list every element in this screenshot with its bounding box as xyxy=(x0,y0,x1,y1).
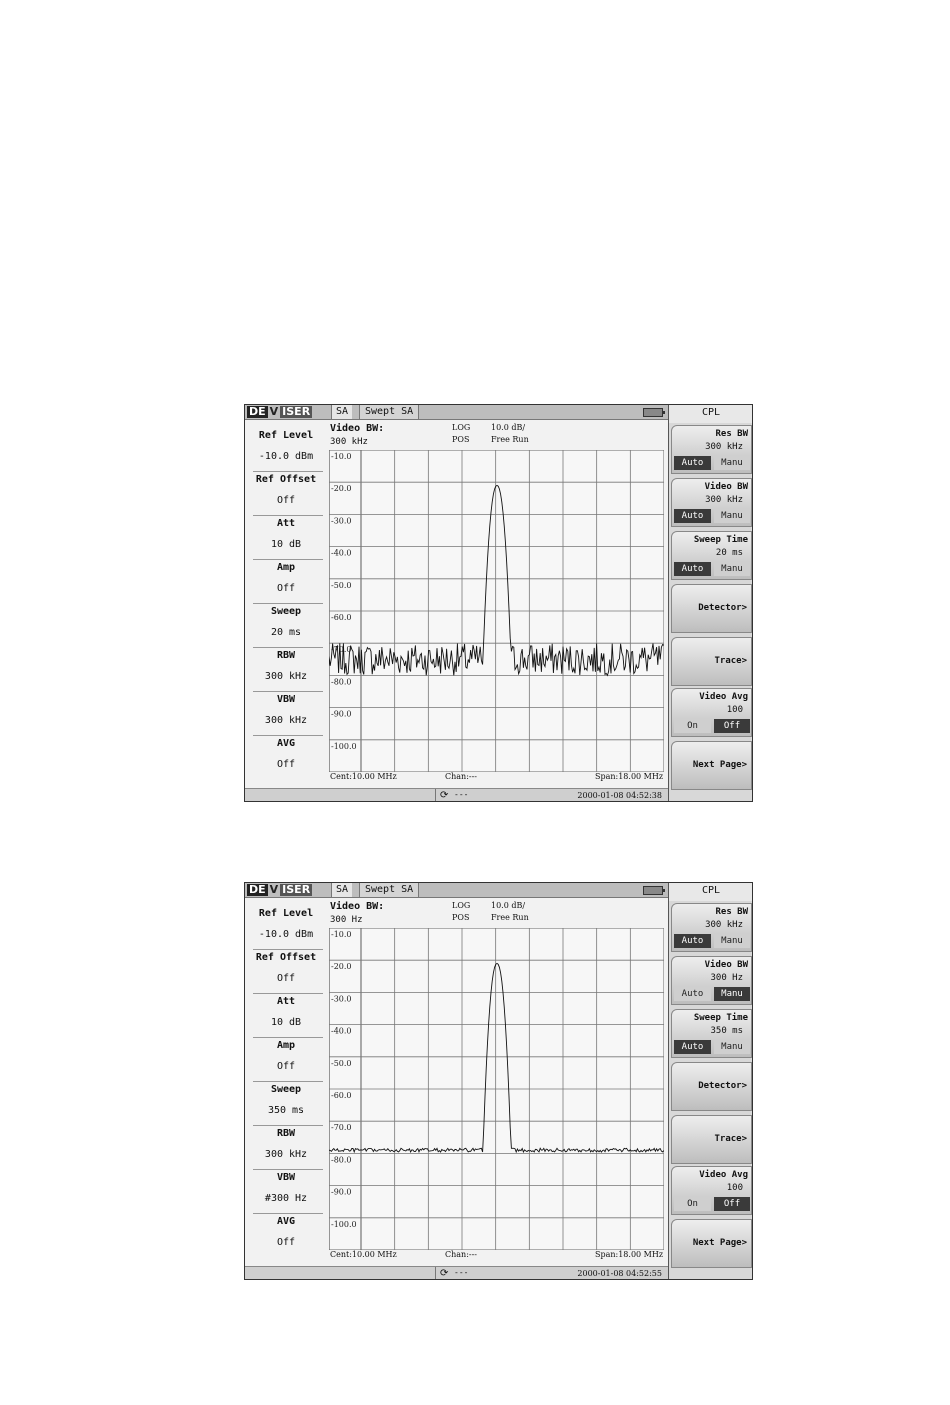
logo-part: DE xyxy=(249,883,266,896)
scale-type xyxy=(452,422,470,446)
logo-part: V xyxy=(269,883,279,896)
toggle-manu[interactable]: Manu xyxy=(714,509,750,523)
param-ref-level[interactable] xyxy=(245,898,327,942)
softkey-label: Next Page> xyxy=(692,1238,747,1248)
scale-per-div: 10.0 dB/ xyxy=(491,901,526,910)
param-label: Ref Level xyxy=(258,908,314,919)
softkey-label: Next Page> xyxy=(692,760,747,770)
softkey-label: Video Avg xyxy=(699,692,748,702)
spectrum-graph xyxy=(329,450,664,772)
plot-header-title: Video BW: xyxy=(330,901,385,912)
refresh-icon: ⟳ xyxy=(440,1268,449,1279)
param-avg[interactable] xyxy=(245,728,327,772)
battery-icon xyxy=(643,408,663,417)
softkey-label: Trace> xyxy=(714,656,747,666)
softkey-value: 350 ms xyxy=(710,1026,743,1036)
param-label: Amp xyxy=(276,562,296,573)
y-tick-label: -40.0 xyxy=(331,1026,352,1036)
scale-per-div: 10.0 dB/ xyxy=(491,423,526,432)
param-value: Off xyxy=(276,583,296,594)
spectrum-graph xyxy=(329,928,664,1250)
status-text: --- xyxy=(454,1268,469,1277)
toggle-on[interactable]: On xyxy=(674,1197,711,1211)
param-value: -10.0 dBm xyxy=(258,929,314,940)
param-value: 10 dB xyxy=(270,539,302,550)
toggle-manu[interactable]: Manu xyxy=(714,1040,750,1054)
softkey-value: 300 kHz xyxy=(705,495,743,505)
plot-header-value: 300 Hz xyxy=(330,915,363,925)
toggle-manu[interactable]: Manu xyxy=(714,987,750,1001)
mode-sub-tab[interactable]: Swept SA xyxy=(359,405,419,419)
center-frequency: Cent:10.00 MHz xyxy=(330,772,397,781)
detector-line: POS xyxy=(452,435,470,444)
y-tick-label: -80.0 xyxy=(331,677,352,687)
param-value: 20 ms xyxy=(270,627,302,638)
y-tick-label: -20.0 xyxy=(331,484,352,494)
softkey-label: Res BW xyxy=(715,907,748,917)
softkey-video-bw[interactable] xyxy=(671,478,752,527)
toggle-auto[interactable]: Auto xyxy=(674,987,711,1001)
softkey-label: Sweep Time xyxy=(693,1013,748,1023)
param-value: Off xyxy=(276,495,296,506)
toggle-auto[interactable]: Auto xyxy=(674,456,711,470)
param-value: Off xyxy=(276,1237,296,1248)
toggle-on[interactable]: On xyxy=(674,719,711,733)
logo-part: DE xyxy=(249,405,266,418)
toggle-auto[interactable]: Auto xyxy=(674,1040,711,1054)
param-label: AVG xyxy=(276,738,296,749)
softkey-value: 100 xyxy=(726,705,743,715)
softkey-res-bw[interactable] xyxy=(671,903,752,952)
status-box xyxy=(435,789,666,802)
param-rbw[interactable] xyxy=(245,640,327,684)
param-sweep[interactable] xyxy=(245,596,327,640)
logo-part: ISER xyxy=(282,883,311,896)
softkey-value: 300 kHz xyxy=(705,920,743,930)
param-label: Att xyxy=(276,996,296,1007)
y-tick-label: -100.0 xyxy=(331,741,357,751)
scale-div xyxy=(491,422,529,446)
param-value: 350 ms xyxy=(267,1105,305,1116)
status-text: --- xyxy=(454,790,469,799)
toggle-manu[interactable]: Manu xyxy=(714,456,750,470)
y-tick-label: -80.0 xyxy=(331,1155,352,1165)
param-label: RBW xyxy=(276,1128,296,1139)
toggle-off[interactable]: Off xyxy=(714,719,750,733)
y-tick-label: -50.0 xyxy=(331,1058,352,1068)
brand-logo xyxy=(247,405,311,418)
softkey-label: Detector> xyxy=(698,1081,747,1091)
param-att[interactable] xyxy=(245,508,327,552)
softkey-value: 20 ms xyxy=(715,548,743,558)
param-vbw[interactable] xyxy=(245,684,327,728)
param-label: RBW xyxy=(276,650,296,661)
toggle-off[interactable]: Off xyxy=(714,1197,750,1211)
left-param-panel xyxy=(245,898,327,1266)
status-time: 2000-01-08 04:52:38 xyxy=(577,791,662,800)
softkey-label: Video BW xyxy=(704,482,748,492)
y-tick-label: -60.0 xyxy=(331,613,352,622)
softkey-video-avg[interactable] xyxy=(671,688,752,737)
trigger-mode: Free Run xyxy=(491,913,529,922)
param-value: #300 Hz xyxy=(264,1193,308,1204)
param-label: Sweep xyxy=(270,1084,302,1095)
param-value: Off xyxy=(276,973,296,984)
softkey-sweep-time[interactable] xyxy=(671,531,752,580)
battery-icon xyxy=(643,886,663,895)
y-tick-label: -100.0 xyxy=(331,1219,357,1229)
top-bar xyxy=(245,405,668,420)
y-tick-label: -30.0 xyxy=(331,994,352,1004)
plot-header-title: Video BW: xyxy=(330,423,385,434)
y-tick-label: -50.0 xyxy=(331,580,352,590)
center-frequency: Cent:10.00 MHz xyxy=(330,1250,397,1259)
param-amp[interactable] xyxy=(245,1030,327,1074)
top-bar xyxy=(245,883,668,898)
menu-title: CPL xyxy=(669,405,753,423)
softkey-value: 100 xyxy=(726,1183,743,1193)
softkey-label: Sweep Time xyxy=(693,535,748,545)
softkey-panel xyxy=(668,405,753,802)
param-label: Ref Offset xyxy=(255,474,317,485)
y-tick-label: -70.0 xyxy=(331,1123,352,1133)
menu-title: CPL xyxy=(669,883,753,901)
scale-div xyxy=(491,900,529,924)
softkey-res-bw[interactable] xyxy=(671,425,752,474)
param-label: Att xyxy=(276,518,296,529)
param-rbw[interactable] xyxy=(245,1118,327,1162)
y-tick-label: -90.0 xyxy=(331,709,352,719)
param-sweep[interactable] xyxy=(245,1074,327,1118)
status-box xyxy=(435,1267,666,1280)
softkey-label: Video Avg xyxy=(699,1170,748,1180)
softkey-panel xyxy=(668,883,753,1280)
y-tick-label: -10.0 xyxy=(331,452,352,461)
brand-logo xyxy=(247,883,311,896)
y-tick-label: -60.0 xyxy=(331,1091,352,1100)
param-value: Off xyxy=(276,1061,296,1072)
toggle-auto[interactable]: Auto xyxy=(674,509,711,523)
logo-part: V xyxy=(269,405,279,418)
spectrum-plot[interactable] xyxy=(329,928,664,1250)
spectrum-plot[interactable] xyxy=(329,450,664,772)
softkey-trace[interactable] xyxy=(671,637,752,686)
scale-type xyxy=(452,900,470,924)
channel-readout: Chan:--- xyxy=(445,1250,477,1259)
param-value: 300 kHz xyxy=(264,715,308,726)
softkey-video-bw[interactable] xyxy=(671,956,752,1005)
softkey-value: 300 Hz xyxy=(710,973,743,983)
param-label: Sweep xyxy=(270,606,302,617)
param-label: Ref Level xyxy=(258,430,314,441)
param-amp[interactable] xyxy=(245,552,327,596)
status-bar xyxy=(245,788,668,802)
y-tick-label: -10.0 xyxy=(331,930,352,939)
channel-readout: Chan:--- xyxy=(445,772,477,781)
left-param-panel xyxy=(245,420,327,788)
analyzer-screen-2 xyxy=(244,882,753,1280)
toggle-manu[interactable]: Manu xyxy=(714,562,750,576)
mode-sub-tab[interactable]: Swept SA xyxy=(359,883,419,897)
mode-tab[interactable]: SA xyxy=(331,883,352,897)
y-tick-label: -90.0 xyxy=(331,1187,352,1197)
param-value: 300 kHz xyxy=(264,1149,308,1160)
status-time: 2000-01-08 04:52:55 xyxy=(577,1269,662,1278)
toggle-manu[interactable]: Manu xyxy=(714,934,750,948)
softkey-detector[interactable] xyxy=(671,1062,752,1111)
softkey-label: Trace> xyxy=(714,1134,747,1144)
detector-line: POS xyxy=(452,913,470,922)
param-label: AVG xyxy=(276,1216,296,1227)
y-tick-label: -70.0 xyxy=(331,645,352,655)
softkey-next-page[interactable] xyxy=(671,741,752,790)
softkey-value: 300 kHz xyxy=(705,442,743,452)
softkey-label: Video BW xyxy=(704,960,748,970)
param-label: Ref Offset xyxy=(255,952,317,963)
softkey-label: Res BW xyxy=(715,429,748,439)
status-bar xyxy=(245,1266,668,1280)
y-tick-label: -30.0 xyxy=(331,516,352,526)
softkey-label: Detector> xyxy=(698,603,747,613)
softkey-detector[interactable] xyxy=(671,584,752,633)
y-tick-label: -20.0 xyxy=(331,962,352,972)
param-ref-level[interactable] xyxy=(245,420,327,464)
param-value: 10 dB xyxy=(270,1017,302,1028)
logo-part: ISER xyxy=(282,405,311,418)
refresh-icon: ⟳ xyxy=(440,790,449,801)
span-readout: Span:18.00 MHz xyxy=(595,772,664,781)
param-value: 300 kHz xyxy=(264,671,308,682)
param-label: VBW xyxy=(276,1172,296,1183)
param-avg[interactable] xyxy=(245,1206,327,1250)
param-label: Amp xyxy=(276,1040,296,1051)
span-readout: Span:18.00 MHz xyxy=(595,1250,664,1259)
softkey-video-avg[interactable] xyxy=(671,1166,752,1215)
scale-line: LOG xyxy=(452,423,471,432)
softkey-trace[interactable] xyxy=(671,1115,752,1164)
softkey-sweep-time[interactable] xyxy=(671,1009,752,1058)
param-label: VBW xyxy=(276,694,296,705)
toggle-auto[interactable]: Auto xyxy=(674,562,711,576)
param-ref-offset[interactable] xyxy=(245,942,327,986)
trigger-mode: Free Run xyxy=(491,435,529,444)
plot-header-value: 300 kHz xyxy=(330,437,368,447)
param-ref-offset[interactable] xyxy=(245,464,327,508)
param-value: -10.0 dBm xyxy=(258,451,314,462)
mode-tab[interactable]: SA xyxy=(331,405,352,419)
param-att[interactable] xyxy=(245,986,327,1030)
param-value: Off xyxy=(276,759,296,770)
analyzer-screen-1 xyxy=(244,404,753,802)
softkey-next-page[interactable] xyxy=(671,1219,752,1268)
y-tick-label: -40.0 xyxy=(331,548,352,558)
toggle-auto[interactable]: Auto xyxy=(674,934,711,948)
scale-line: LOG xyxy=(452,901,471,910)
param-vbw[interactable] xyxy=(245,1162,327,1206)
